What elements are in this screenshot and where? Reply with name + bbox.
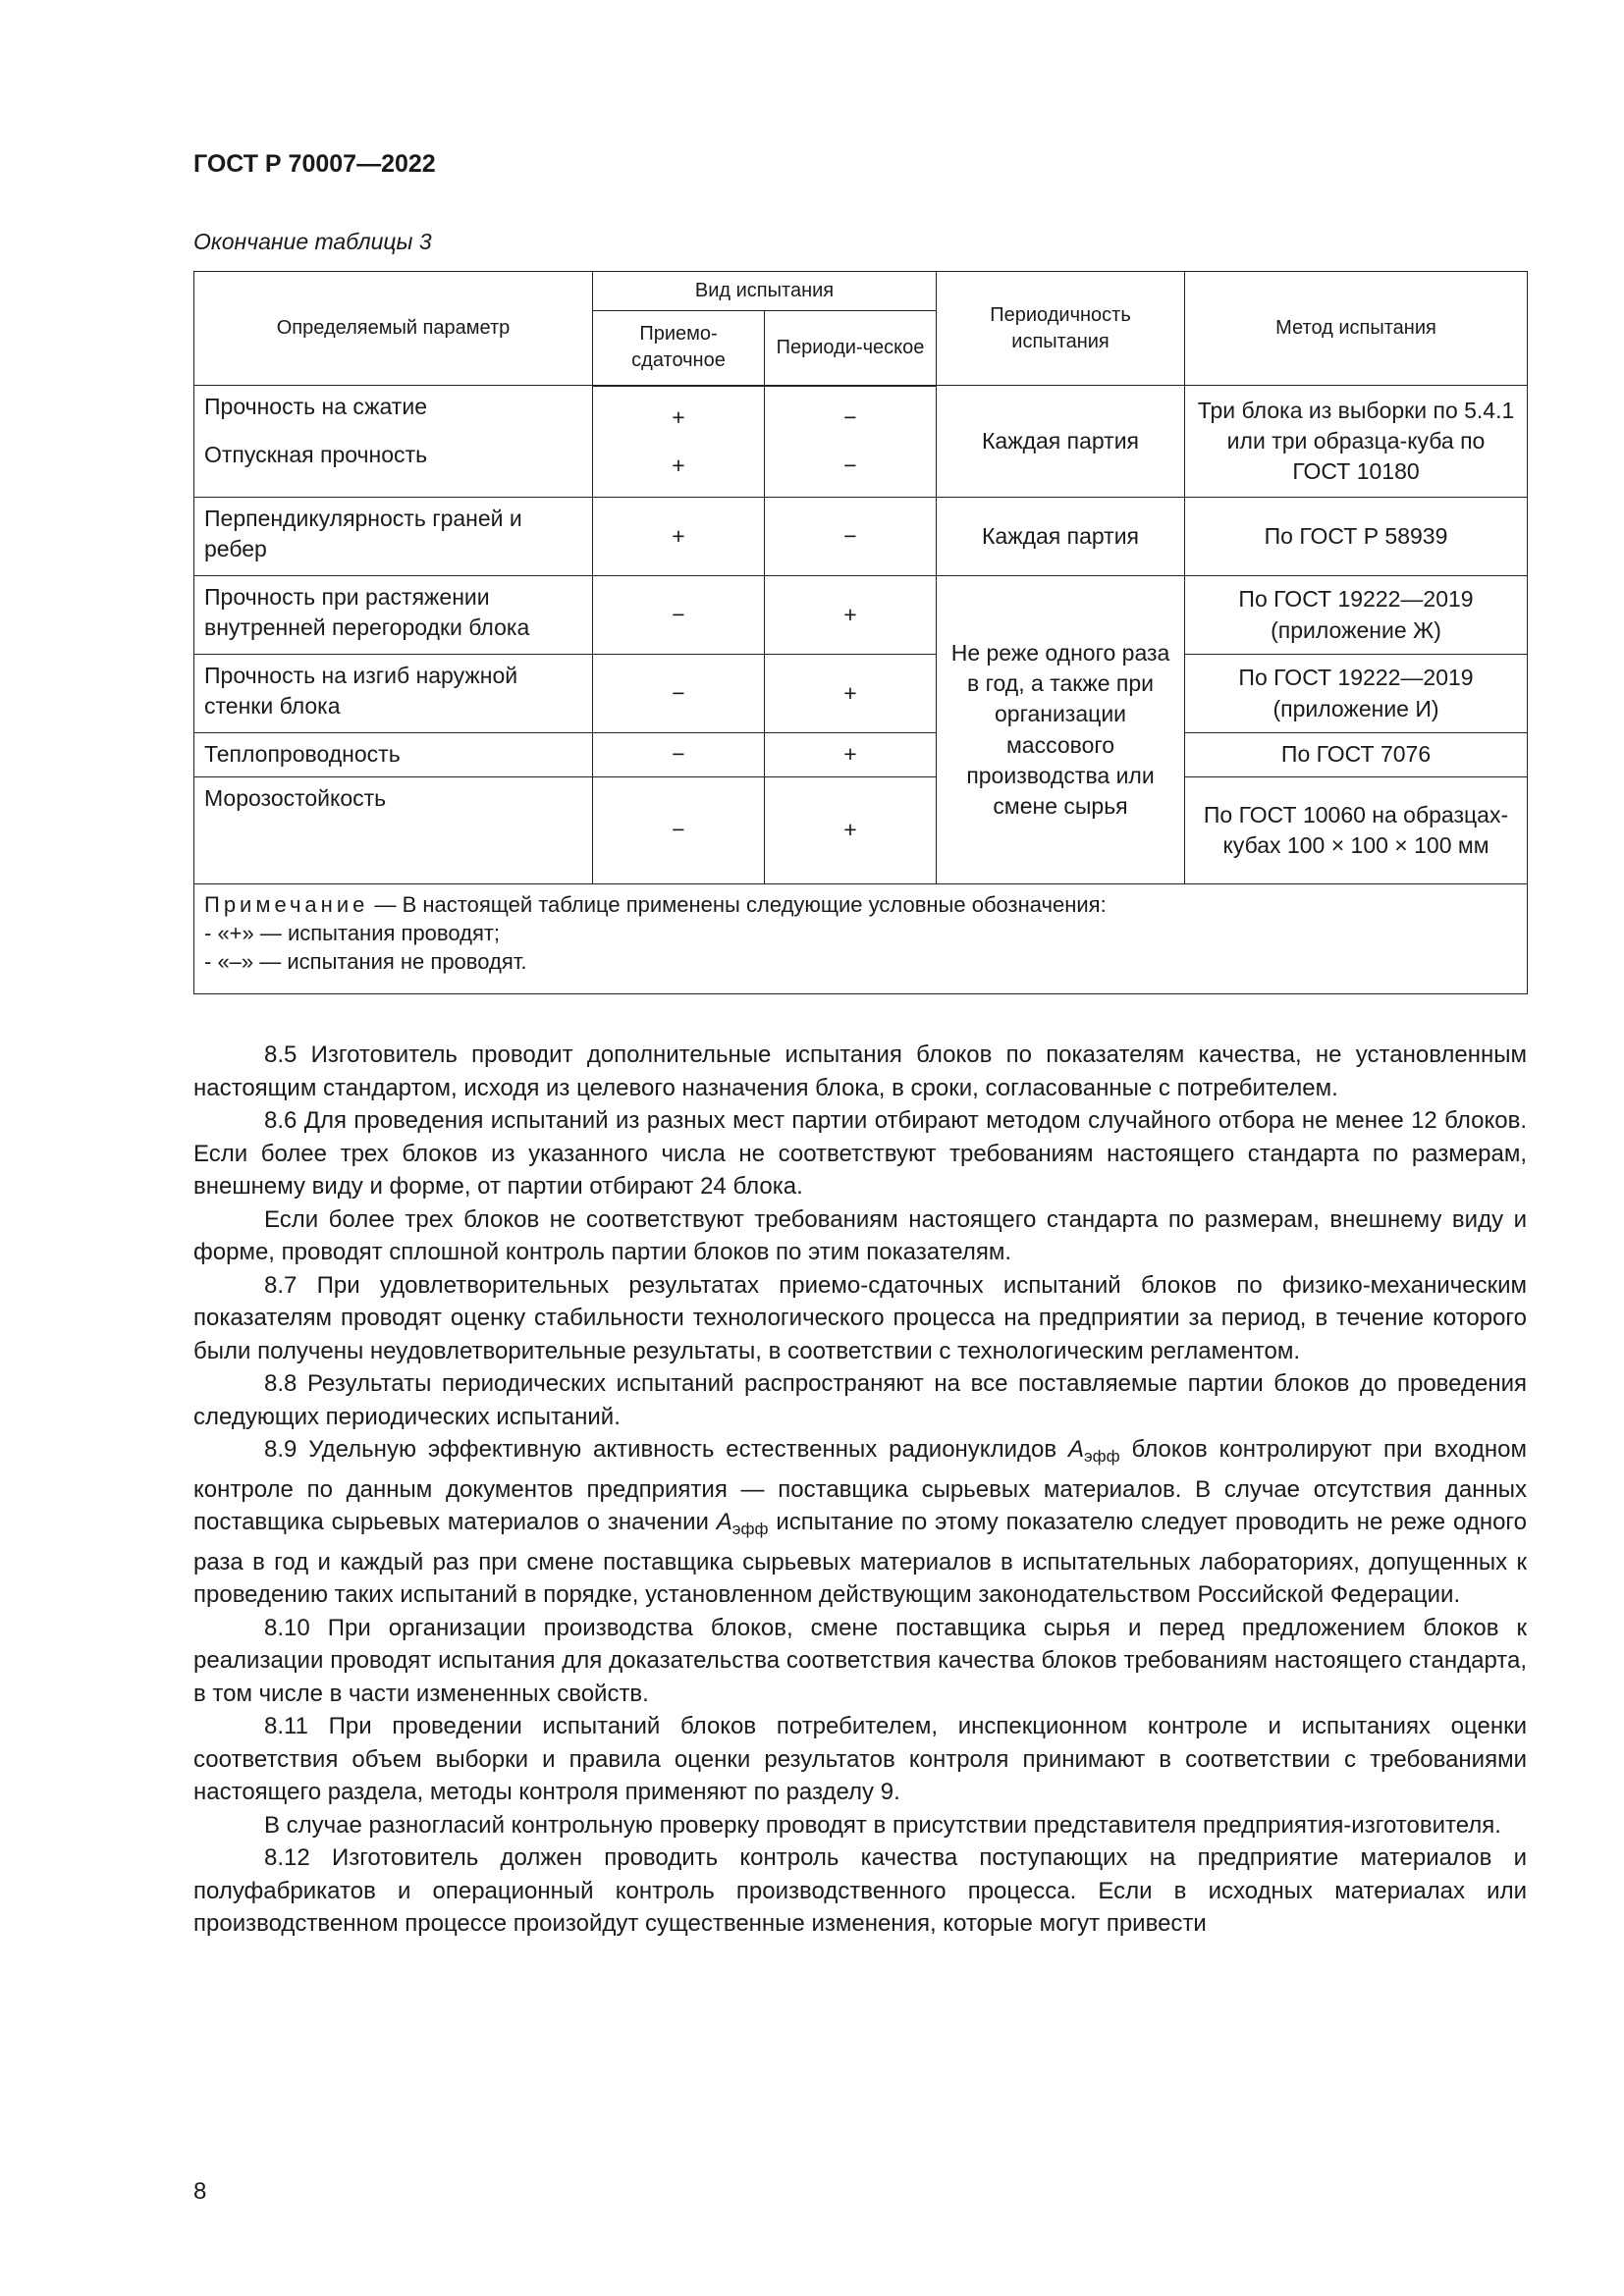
table-note <box>194 884 1528 994</box>
method-cell: По ГОСТ 10060 на образцах-кубах 100 × 100 × 100 мм <box>1185 777 1528 884</box>
table-row <box>194 733 1528 777</box>
activity-subscript: эфф <box>731 1520 769 1538</box>
paragraph-8-6: 8.6 Для проведения испытаний из разных мест партии отбирают методом случайного отбора не менее 12 блоков. Если более трех блоков из указанного числа не соответствуют требованиям настоящего стандарта по размерам, внешнему виду и форме, от партии отбирают 24 блока. <box>193 1107 1527 1200</box>
param-cell: Перпендикулярность граней и ребер <box>194 498 593 576</box>
method-cell: По ГОСТ 7076 <box>1185 733 1528 777</box>
body-text <box>193 1039 1527 1941</box>
paragraph-8-12: 8.12 Изготовитель должен проводить контроль качества поступающих на предприятие материалов и полуфабрикатов и операционный контроль производственного процесса. Если в исходных материалах или производственном процессе произойдут существенные изменения, которые могут привести <box>193 1844 1527 1937</box>
table-row <box>194 655 1528 733</box>
param-cell: Прочность на сжатие <box>204 394 427 419</box>
table-caption: Окончание таблицы 3 <box>193 229 432 254</box>
periodic-mark: + <box>765 655 937 733</box>
acceptance-mark: + <box>593 498 765 576</box>
paragraph-8-11: 8.11 При проведении испытаний блоков потребителем, инспекционном контроле и испытаниях оценки соответствия объем выборки и правила оценки результатов контроля принимают в соответствии с требованиями настоящего раздела, методы контроля применяют по разделу 9. <box>193 1713 1527 1805</box>
periodic-mark: + <box>765 733 937 777</box>
param-cell: Морозостойкость <box>194 777 593 884</box>
table-row <box>194 498 1528 576</box>
paragraph-8-7: 8.7 При удовлетворительных результатах приемо-сдаточных испытаний блоков по физико-механическим показателям проводят оценку стабильности технологического процесса на предприятии за период, в течение которого были получены неудовлетворительные результаты, в соответствии с технологическим регламентом. <box>193 1271 1527 1364</box>
activity-symbol: A <box>1067 1436 1084 1463</box>
header-param: Определяемый параметр <box>194 272 593 386</box>
acceptance-mark: + <box>672 403 685 430</box>
paragraph-8-5: 8.5 Изготовитель проводит дополнительные испытания блоков по показателям качества, не установленным настоящим стандартом, исходя из целевого назначения блока, в сроки, согласованные с потребителем. <box>193 1041 1527 1101</box>
acceptance-mark: − <box>593 777 765 884</box>
table-row <box>194 386 1528 498</box>
acceptance-mark: − <box>593 576 765 655</box>
paragraph-8-11-cont: В случае разногласий контрольную проверку проводят в присутствии представителя предприятия-изготовителя. <box>264 1811 1501 1839</box>
periodicity-group-cell: Не реже одного раза в год, а также при организации массового производства или смене сырья <box>937 576 1185 884</box>
acceptance-mark: − <box>593 733 765 777</box>
periodic-mark: + <box>765 576 937 655</box>
periodic-mark: − <box>843 452 857 478</box>
acceptance-mark: − <box>593 655 765 733</box>
activity-subscript: эфф <box>1084 1447 1120 1466</box>
param-cell: Теплопроводность <box>194 733 593 777</box>
method-cell: По ГОСТ 19222—2019 (приложение И) <box>1185 655 1528 733</box>
periodicity-cell: Каждая партия <box>937 386 1185 498</box>
paragraph-8-9: 8.9 Удельную эффективную активность естественных радионуклидов $A_{эфф}$ блоков контролируют при входном контроле по данным документов предприятия — поставщика сырьевых материалов. В случае отсутствия данных поставщика сырьевых материалов о значении $A_{эфф}$ испытание по этому показателю следует проводить не реже одного раза в год и каждый раз при смене поставщика сырьевых материалов в испытательных лабораториях, допущенных к проведению таких испытаний в порядке, установленном действующим законодательством Российской Федерации. <box>193 1436 1528 1608</box>
paragraph-8-10: 8.10 При организации производства блоков, смене поставщика сырья и перед предложением блоков к реализации проводят испытания для доказательства соответствия качества блоков требованиям настоящего стандарта, в том числе в части измененных свойств. <box>193 1614 1527 1707</box>
header-test-type: Вид испытания <box>593 272 937 311</box>
paragraph-8-6-cont: Если более трех блоков не соответствуют требованиям настоящего стандарта по размерам, внешнему виду и форме, проводят сплошной контроль партии блоков по этим показателям. <box>193 1205 1527 1265</box>
header-periodicity: Периодичность испытания <box>937 272 1185 386</box>
header-acceptance: Приемо-сдаточное <box>593 311 765 386</box>
activity-symbol: A <box>716 1509 732 1535</box>
table-row <box>194 777 1528 884</box>
header-method: Метод испытания <box>1185 272 1528 386</box>
method-cell: По ГОСТ Р 58939 <box>1185 498 1528 576</box>
note-item: - «–» — испытания не проводят. <box>204 949 527 975</box>
periodic-mark: + <box>765 777 937 884</box>
acceptance-mark: + <box>672 452 685 478</box>
header-periodic: Периоди-ческое <box>765 311 937 386</box>
table-note-row <box>194 884 1528 994</box>
periodic-mark: − <box>843 403 857 430</box>
note-text: — В настоящей таблице применены следующие условные обозначения: <box>374 892 1107 917</box>
method-cell: Три блока из выборки по 5.4.1 или три образца-куба по ГОСТ 10180 <box>1185 386 1528 498</box>
periodicity-cell: Каждая партия <box>937 498 1185 576</box>
note-item: - «+» — испытания проводят; <box>204 921 501 946</box>
page-number: 8 <box>193 2178 207 2205</box>
periodic-mark: − <box>765 498 937 576</box>
table-row <box>194 576 1528 655</box>
method-cell: По ГОСТ 19222—2019 (приложение Ж) <box>1185 576 1528 655</box>
param-cell: Отпускная прочность <box>204 442 428 468</box>
paragraph-8-8: 8.8 Результаты периодических испытаний распространяют на все поставляемые партии блоков до проведения следующих периодических испытаний. <box>193 1370 1527 1430</box>
note-label: Примечание <box>204 892 369 917</box>
param-cell: Прочность на изгиб наружной стенки блока <box>194 655 593 733</box>
document-code: ГОСТ Р 70007—2022 <box>193 150 436 178</box>
table-3 <box>193 271 1528 994</box>
param-cell: Прочность при растяжении внутренней перегородки блока <box>194 576 593 655</box>
